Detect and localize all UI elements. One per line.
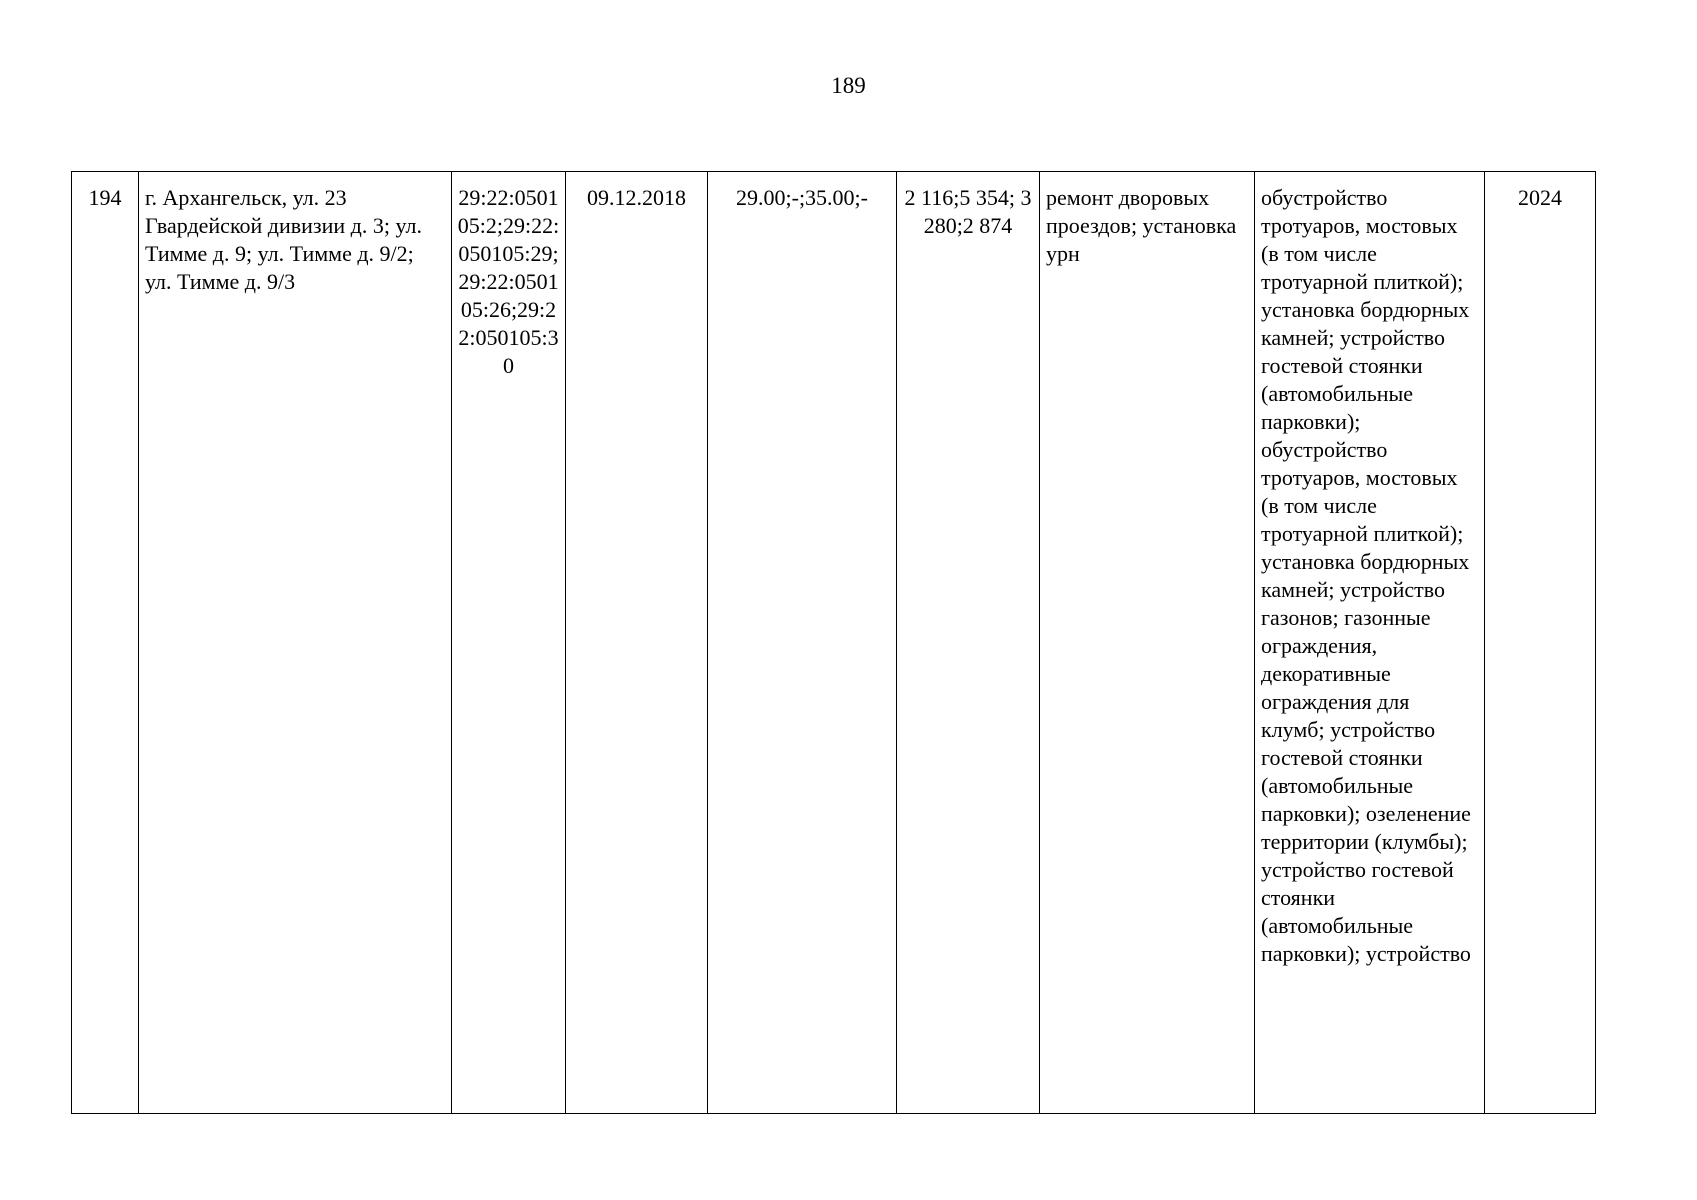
cadastral-numbers: 29:22:050105:2;29:22:050105:29;29:22:050105:26;29:22:050105:30 <box>457 185 560 378</box>
table-row <box>72 172 1596 1114</box>
row-index-cell <box>72 172 139 1114</box>
year-cell <box>1485 172 1596 1114</box>
records-table <box>71 171 1596 1114</box>
areas-text: 2 116;5 354; 3 280;2 874 <box>904 185 1032 238</box>
year-text: 2024 <box>1518 185 1562 210</box>
page-number: 189 <box>831 73 866 98</box>
address-text: г. Архангельск, ул. 23 Гвардейской дивизии д. 3; ул. Тимме д. 9; ул. Тимме д. 9/2; ул. Тимме д. 9/3 <box>145 185 422 294</box>
additional-works-cell <box>1255 172 1485 1114</box>
percentages-text: 29.00;-;35.00;- <box>736 185 868 210</box>
row-index: 194 <box>88 185 122 210</box>
percentages-cell <box>708 172 897 1114</box>
additional-works-text: обустройство тротуаров, мостовых (в том числе тротуарной плиткой); установка бордюрных камней; устройство гостевой стоянки (автомобильные парковки); обустройство тротуаров, мостовых (в том числе тротуарной плиткой); установка бордюрных камней; устройство газонов; газонные ограждения, декоративные ограждения для клумб; устройство гостевой стоянки (автомобильные парковки); озеленение территории (клумбы); устройство гостевой стоянки (автомобильные парковки); устройство <box>1261 185 1471 966</box>
minimal-works-cell <box>1040 172 1255 1114</box>
cadastral-cell <box>452 172 566 1114</box>
minimal-works-text: ремонт дворовых проездов; установка урн <box>1046 185 1237 266</box>
areas-cell <box>897 172 1040 1114</box>
date-cell <box>566 172 708 1114</box>
address-cell <box>139 172 452 1114</box>
date-text: 09.12.2018 <box>587 185 686 210</box>
